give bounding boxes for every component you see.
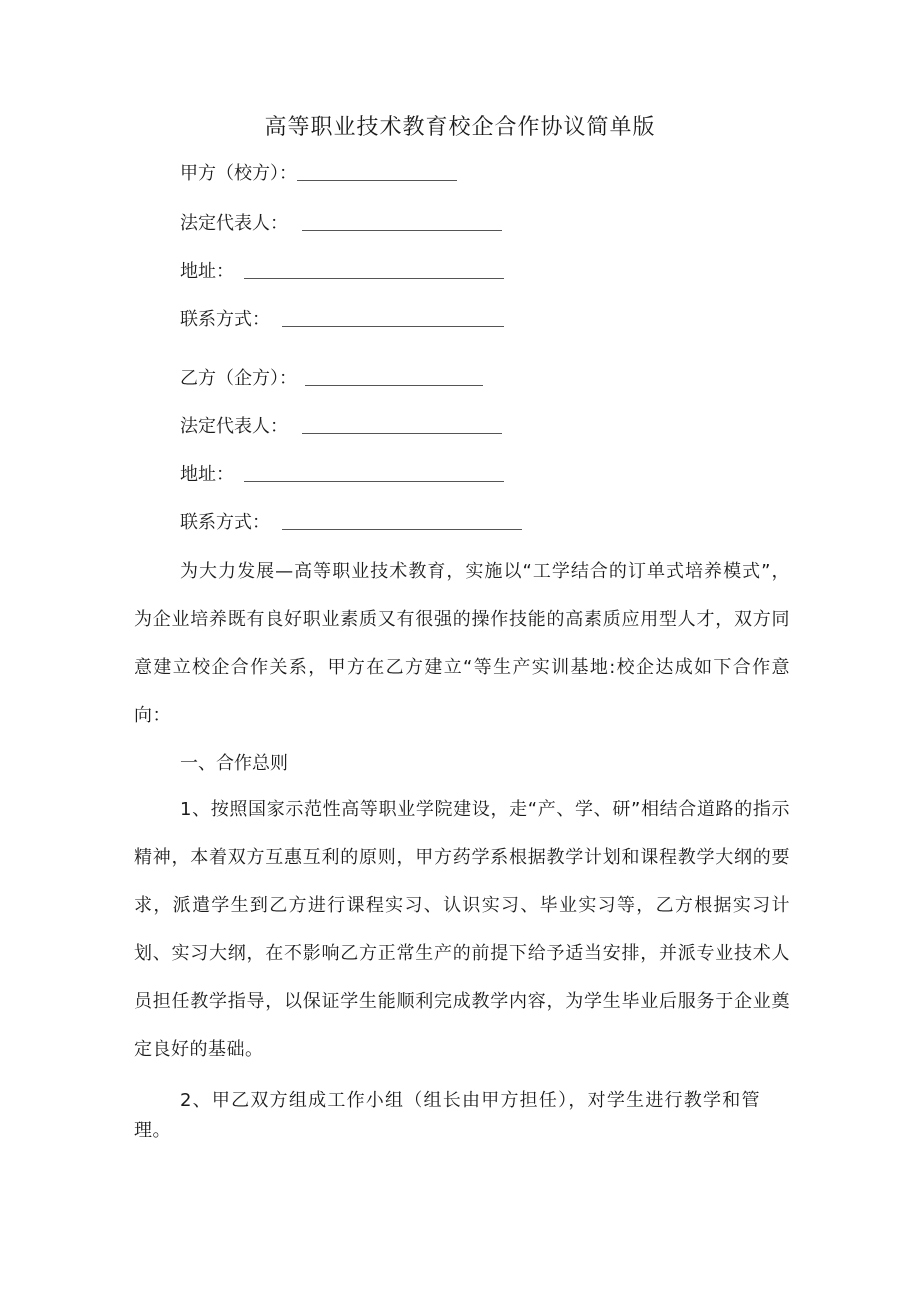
document-title: 高等职业技术教育校企合作协议简单版	[264, 115, 656, 140]
party-b-rep-blank	[302, 413, 502, 434]
clause-2-paragraph: 2、甲乙双方组成工作小组（组长由甲方担任），对学生进行教学和管理。	[134, 1090, 760, 1141]
party-a-address-field	[180, 258, 504, 286]
party-b-rep-label: 法定代表人：	[180, 416, 288, 437]
party-a-address-blank	[244, 258, 504, 279]
section-1-heading: 一、合作总则	[180, 753, 288, 774]
party-b-contact-field	[180, 509, 522, 537]
party-a-rep-label: 法定代表人：	[180, 213, 288, 234]
party-b-address-blank	[244, 461, 504, 482]
party-b-name-blank	[305, 365, 483, 386]
party-a-rep-blank	[302, 210, 502, 231]
party-a-contact-label: 联系方式：	[180, 309, 270, 330]
party-a-name-field	[180, 160, 457, 188]
party-a-rep-field	[180, 210, 502, 238]
party-a-contact-field	[180, 306, 504, 334]
clause-1-paragraph: 1、按照国家示范性高等职业学院建设，走“产、学、研”相结合道路的指示精神，本着双方互惠互利的原则，甲方药学系根据教学计划和课程教学大纲的要求，派遣学生到乙方进行课程实习、认识实习、毕业实习等，乙方根据实习计划、实习大纲，在不影响乙方正常生产的前提下给予适当安排，并派专业技术人员担任教学指导，以保证学生能顺利完成教学内容，为学生毕业后服务于企业奠定良好的基础。	[134, 799, 790, 1060]
party-b-rep-field	[180, 413, 502, 441]
party-a-address-label: 地址：	[180, 261, 234, 282]
party-b-contact-blank	[282, 509, 522, 530]
party-a-name-blank	[297, 160, 457, 181]
intro-paragraph: 为大力发展—高等职业技术教育，实施以“工学结合的订单式培养模式”，为企业培养既有良好职业素质又有很强的操作技能的高素质应用型人才，双方同意建立校企合作关系，甲方在乙方建立“等生产实训基地:校企达成如下合作意向：	[134, 561, 790, 726]
party-b-name-label: 乙方（企方）：	[180, 368, 297, 389]
party-b-address-label: 地址：	[180, 464, 234, 485]
party-a-name-label: 甲方（校方）：	[180, 163, 297, 184]
party-b-contact-label: 联系方式：	[180, 512, 270, 533]
party-b-name-field	[180, 365, 483, 393]
party-b-address-field	[180, 461, 504, 489]
party-a-contact-blank	[282, 306, 504, 327]
